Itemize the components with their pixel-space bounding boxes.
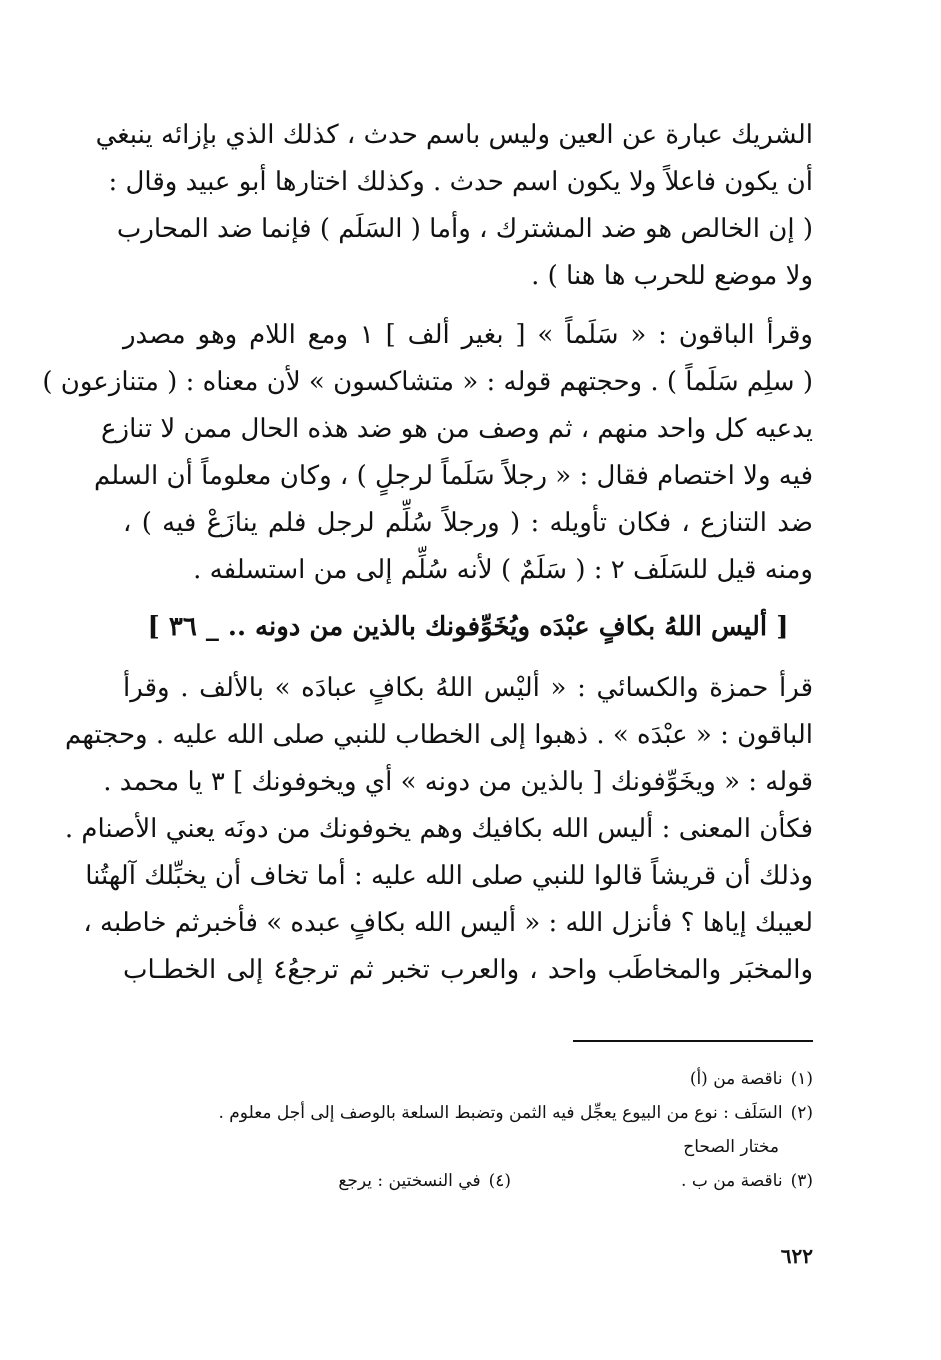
- footnote-text: ناقصة من ب .: [681, 1171, 783, 1191]
- footnote-number: (٤): [488, 1171, 512, 1191]
- footnote-number: (٣): [790, 1171, 813, 1191]
- footnote-2-continuation: مختار الصحاح: [683, 1137, 779, 1157]
- text-line: ومنه قيل للسَلَف ٢ : ( سَلَمٌ ) لأنه سُلِّم إلى من استسلفه .: [193, 555, 813, 585]
- text-line: الشريك عبارة عن العين وليس باسم حدث ، كذلك الذي بإزائه ينبغي: [95, 120, 813, 150]
- text-line: فيه ولا اختصام فقال : « رجلاً سَلَماً لرجلٍ ) ، وكان معلوماً أن السلم: [94, 461, 813, 491]
- footnote-text: في النسختين : يرجع: [338, 1171, 481, 1191]
- text-line: والمخبَر والمخاطَب واحد ، والعرب تخبر ثم ترجعُ٤ إلى الخطـاب: [123, 955, 814, 985]
- text-line: ضد التنازع ، فكان تأويله : ( ورجلاً سُلِّم لرجل فلم ينازَعْ فيه ) ،: [123, 508, 813, 538]
- text-line: فكأن المعنى : أليس الله بكافيك وهم يخوفونك من دونَه يعني الأصنام .: [64, 814, 813, 844]
- footnote-number: (١): [790, 1069, 813, 1089]
- footnote-text: ناقصة من (أ): [689, 1069, 783, 1089]
- page-number: ٦٢٢: [780, 1244, 813, 1268]
- footnote-number: (٢): [790, 1103, 813, 1123]
- footnote-divider: [573, 1040, 813, 1042]
- text-line: الباقون : « عبْدَه » . ذهبوا إلى الخطاب للنبي صلى الله عليه . وحجتهم: [65, 720, 813, 750]
- text-line: قرأ حمزة والكسائي : « أليْس اللهُ بكافٍ عبادَه » بالألف . وقرأ: [123, 673, 813, 703]
- footnote-2: [123, 1096, 813, 1130]
- text-line: وقرأ الباقون : « سَلَماً » [ بغير ألف ] ١ ومع اللام وهو مصدر: [123, 320, 813, 350]
- main-text: [42, 112, 814, 994]
- footnote-3-4-row: [123, 1164, 813, 1198]
- text-line: قوله : « ويخَوِّفونك [ بالذين من دونه » أي ويخوفونك ] ٣ يا محمد .: [103, 767, 813, 797]
- footnote-1: [123, 1062, 813, 1096]
- text-line: ولا موضع للحرب ها هنا ) .: [531, 261, 813, 291]
- text-line: ( سلِم سَلَماً ) . وحجتهم قوله : « متشاكسون » لأن معناه : ( متنازعون ): [42, 367, 813, 397]
- footnote-3: [681, 1164, 813, 1198]
- text-line: يدعيه كل واحد منهم ، ثم وصف من هو ضد هذه الحال ممن لا تنازع: [101, 414, 813, 444]
- paragraph-2: [42, 312, 813, 594]
- text-line: أن يكون فاعلاً ولا يكون اسم حدث . وكذلك اختارها أبو عبيد وقال :: [108, 167, 813, 197]
- footnotes: [123, 1062, 813, 1198]
- text-line: وذلك أن قريشاً قالوا للنبي صلى الله عليه : أما تخاف أن يخبِّلك آلهتُنا: [85, 861, 813, 891]
- text-line: ( إن الخالص هو ضد المشترك ، وأما ( السَلَم ) فإنما ضد المحارب: [116, 214, 813, 244]
- footnote-text: السَلَف : نوع من البيوع يعجِّل فيه الثمن وتضبط السلعة بالوصف إلى أجل معلوم .: [218, 1103, 783, 1123]
- paragraph-1: [95, 112, 813, 300]
- verse-heading: [ أليس اللهُ بكافٍ عبْدَه ويُخَوِّفونك بالذين من دونه .. _ ٣٦ ]: [147, 612, 789, 642]
- text-line: لعيبك إياها ؟ فأنزل الله : « أليس الله بكافٍ عبده » فأخبرثم خاطبه ،: [83, 908, 813, 938]
- footnote-4: [338, 1164, 511, 1198]
- paragraph-3: [64, 665, 814, 994]
